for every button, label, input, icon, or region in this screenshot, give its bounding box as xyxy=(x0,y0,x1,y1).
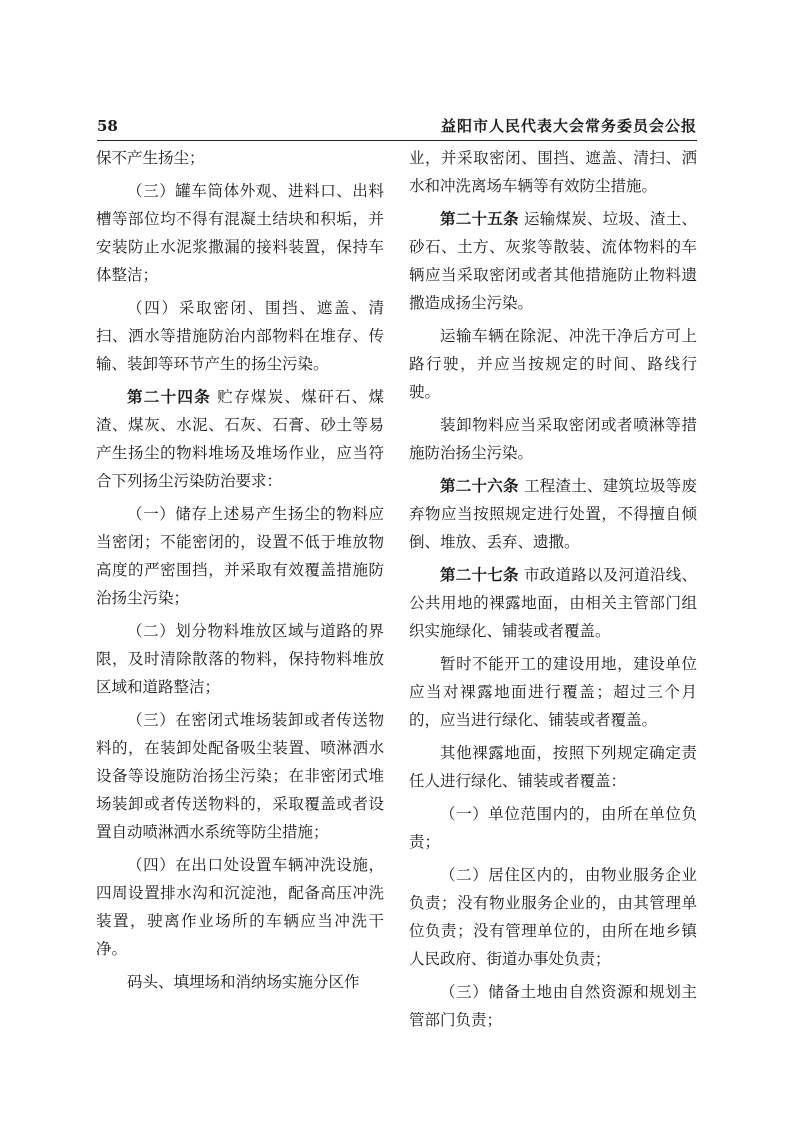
paragraph-text: 贮存煤炭、煤矸石、煤渣、煤灰、水泥、石灰、石膏、砂土等易产生扬尘的物料堆场及堆场作业，应当符合下列扬尘污染防治要求： xyxy=(96,388,384,490)
paragraph-text: 业，并采取密闭、围挡、遮盖、清扫、洒水和冲洗离场车辆等有效防尘措施。 xyxy=(409,149,697,195)
paragraph xyxy=(96,968,384,996)
paragraph xyxy=(96,617,384,701)
paragraph-text: 码头、填埋场和消纳场实施分区作 xyxy=(127,973,360,991)
paragraph-text: （二）划分物料堆放区域与道路的界限，及时清除散落的物料，保持物料堆放区域和道路整洁； xyxy=(96,622,384,696)
paragraph xyxy=(409,561,697,645)
paragraph-text: 其他裸露地面，按照下列规定确定责任人进行绿化、铺装或者覆盖： xyxy=(409,744,697,790)
paragraph xyxy=(96,177,384,289)
journal-title: 益阳市人民代表大会常务委员会公报 xyxy=(440,117,697,135)
header-divider xyxy=(97,140,697,141)
paragraph-text: （四）在出口处设置车辆冲洗设施，四周设置排水沟和沉淀池，配备高压冲洗装置，驶离作业场所的车辆应当冲洗干净。 xyxy=(96,856,384,958)
paragraph-text: （三）罐车筒体外观、进料口、出料槽等部位均不得有混凝土结块和积垢，并安装防止水泥浆撒漏的接料装置，保持车体整洁； xyxy=(96,182,384,284)
paragraph-text: （四）采取密闭、围挡、遮盖、清扫、洒水等措施防治内部物料在堆存、传输、装卸等环节产生的扬尘污染。 xyxy=(96,299,384,373)
paragraph xyxy=(96,383,384,495)
paragraph-text: 市政道路以及河道沿线、公共用地的裸露地面，由相关主管部门组织实施绿化、铺装或者覆盖。 xyxy=(409,566,697,640)
paragraph-text: 工程渣土、建筑垃圾等废弃物应当按照规定进行处置，不得擅自倾倒、堆放、丢弃、遗撒。 xyxy=(409,477,697,551)
right-column xyxy=(409,144,697,1039)
paragraph xyxy=(409,739,697,795)
page-header xyxy=(97,116,697,140)
page-number: 58 xyxy=(97,117,118,135)
paragraph xyxy=(96,706,384,846)
paragraph xyxy=(96,144,384,172)
paragraph xyxy=(409,144,697,200)
article-number: 第二十六条 xyxy=(440,476,519,495)
paragraph-text: 暂时不能开工的建设用地，建设单位应当对裸露地面进行覆盖；超过三个月的，应当进行绿化、铺装或者覆盖。 xyxy=(409,655,697,729)
paragraph xyxy=(409,650,697,734)
article-number: 第二十五条 xyxy=(440,209,519,228)
paragraph xyxy=(409,800,697,856)
paragraph xyxy=(409,472,697,556)
paragraph-text: （二）居住区内的，由物业服务企业负责；没有物业服务企业的，由其管理单位负责；没有管理单位的，由所在地乡镇人民政府、街道办事处负责； xyxy=(409,866,697,968)
paragraph-text: 装卸物料应当采取密闭或者喷淋等措施防治扬尘污染。 xyxy=(409,416,697,462)
paragraph xyxy=(96,851,384,963)
paragraph-text: （一）单位范围内的，由所在单位负责； xyxy=(409,805,697,851)
paragraph-text: 保不产生扬尘； xyxy=(96,149,205,167)
paragraph-text: （三）在密闭式堆场装卸或者传送物料的，在装卸处配备吸尘装置、喷淋洒水设备等设施防治扬尘污染；在非密闭式堆场装卸或者传送物料的，采取覆盖或者设置自动喷淋洒水系统等防尘措施； xyxy=(96,711,384,841)
paragraph xyxy=(409,861,697,973)
paragraph-text: 运输煤炭、垃圾、渣土、砂石、土方、灰浆等散装、流体物料的车辆应当采取密闭或者其他措施防止物料遗撒造成扬尘污染。 xyxy=(409,210,697,312)
paragraph xyxy=(409,322,697,406)
paragraph xyxy=(96,500,384,612)
paragraph-text: （一）储存上述易产生扬尘的物料应当密闭；不能密闭的，设置不低于堆放物高度的严密围挡，并采取有效覆盖措施防治扬尘污染； xyxy=(96,505,384,607)
article-number: 第二十七条 xyxy=(440,565,519,584)
paragraph xyxy=(409,205,697,317)
paragraph xyxy=(409,411,697,467)
paragraph xyxy=(96,294,384,378)
paragraph xyxy=(409,978,697,1034)
article-number: 第二十四条 xyxy=(127,387,212,406)
paragraph-text: 运输车辆在除泥、冲洗干净后方可上路行驶，并应当按规定的时间、路线行驶。 xyxy=(409,327,697,401)
left-column xyxy=(96,144,384,1001)
paragraph-text: （三）储备土地由自然资源和规划主管部门负责； xyxy=(409,983,697,1029)
